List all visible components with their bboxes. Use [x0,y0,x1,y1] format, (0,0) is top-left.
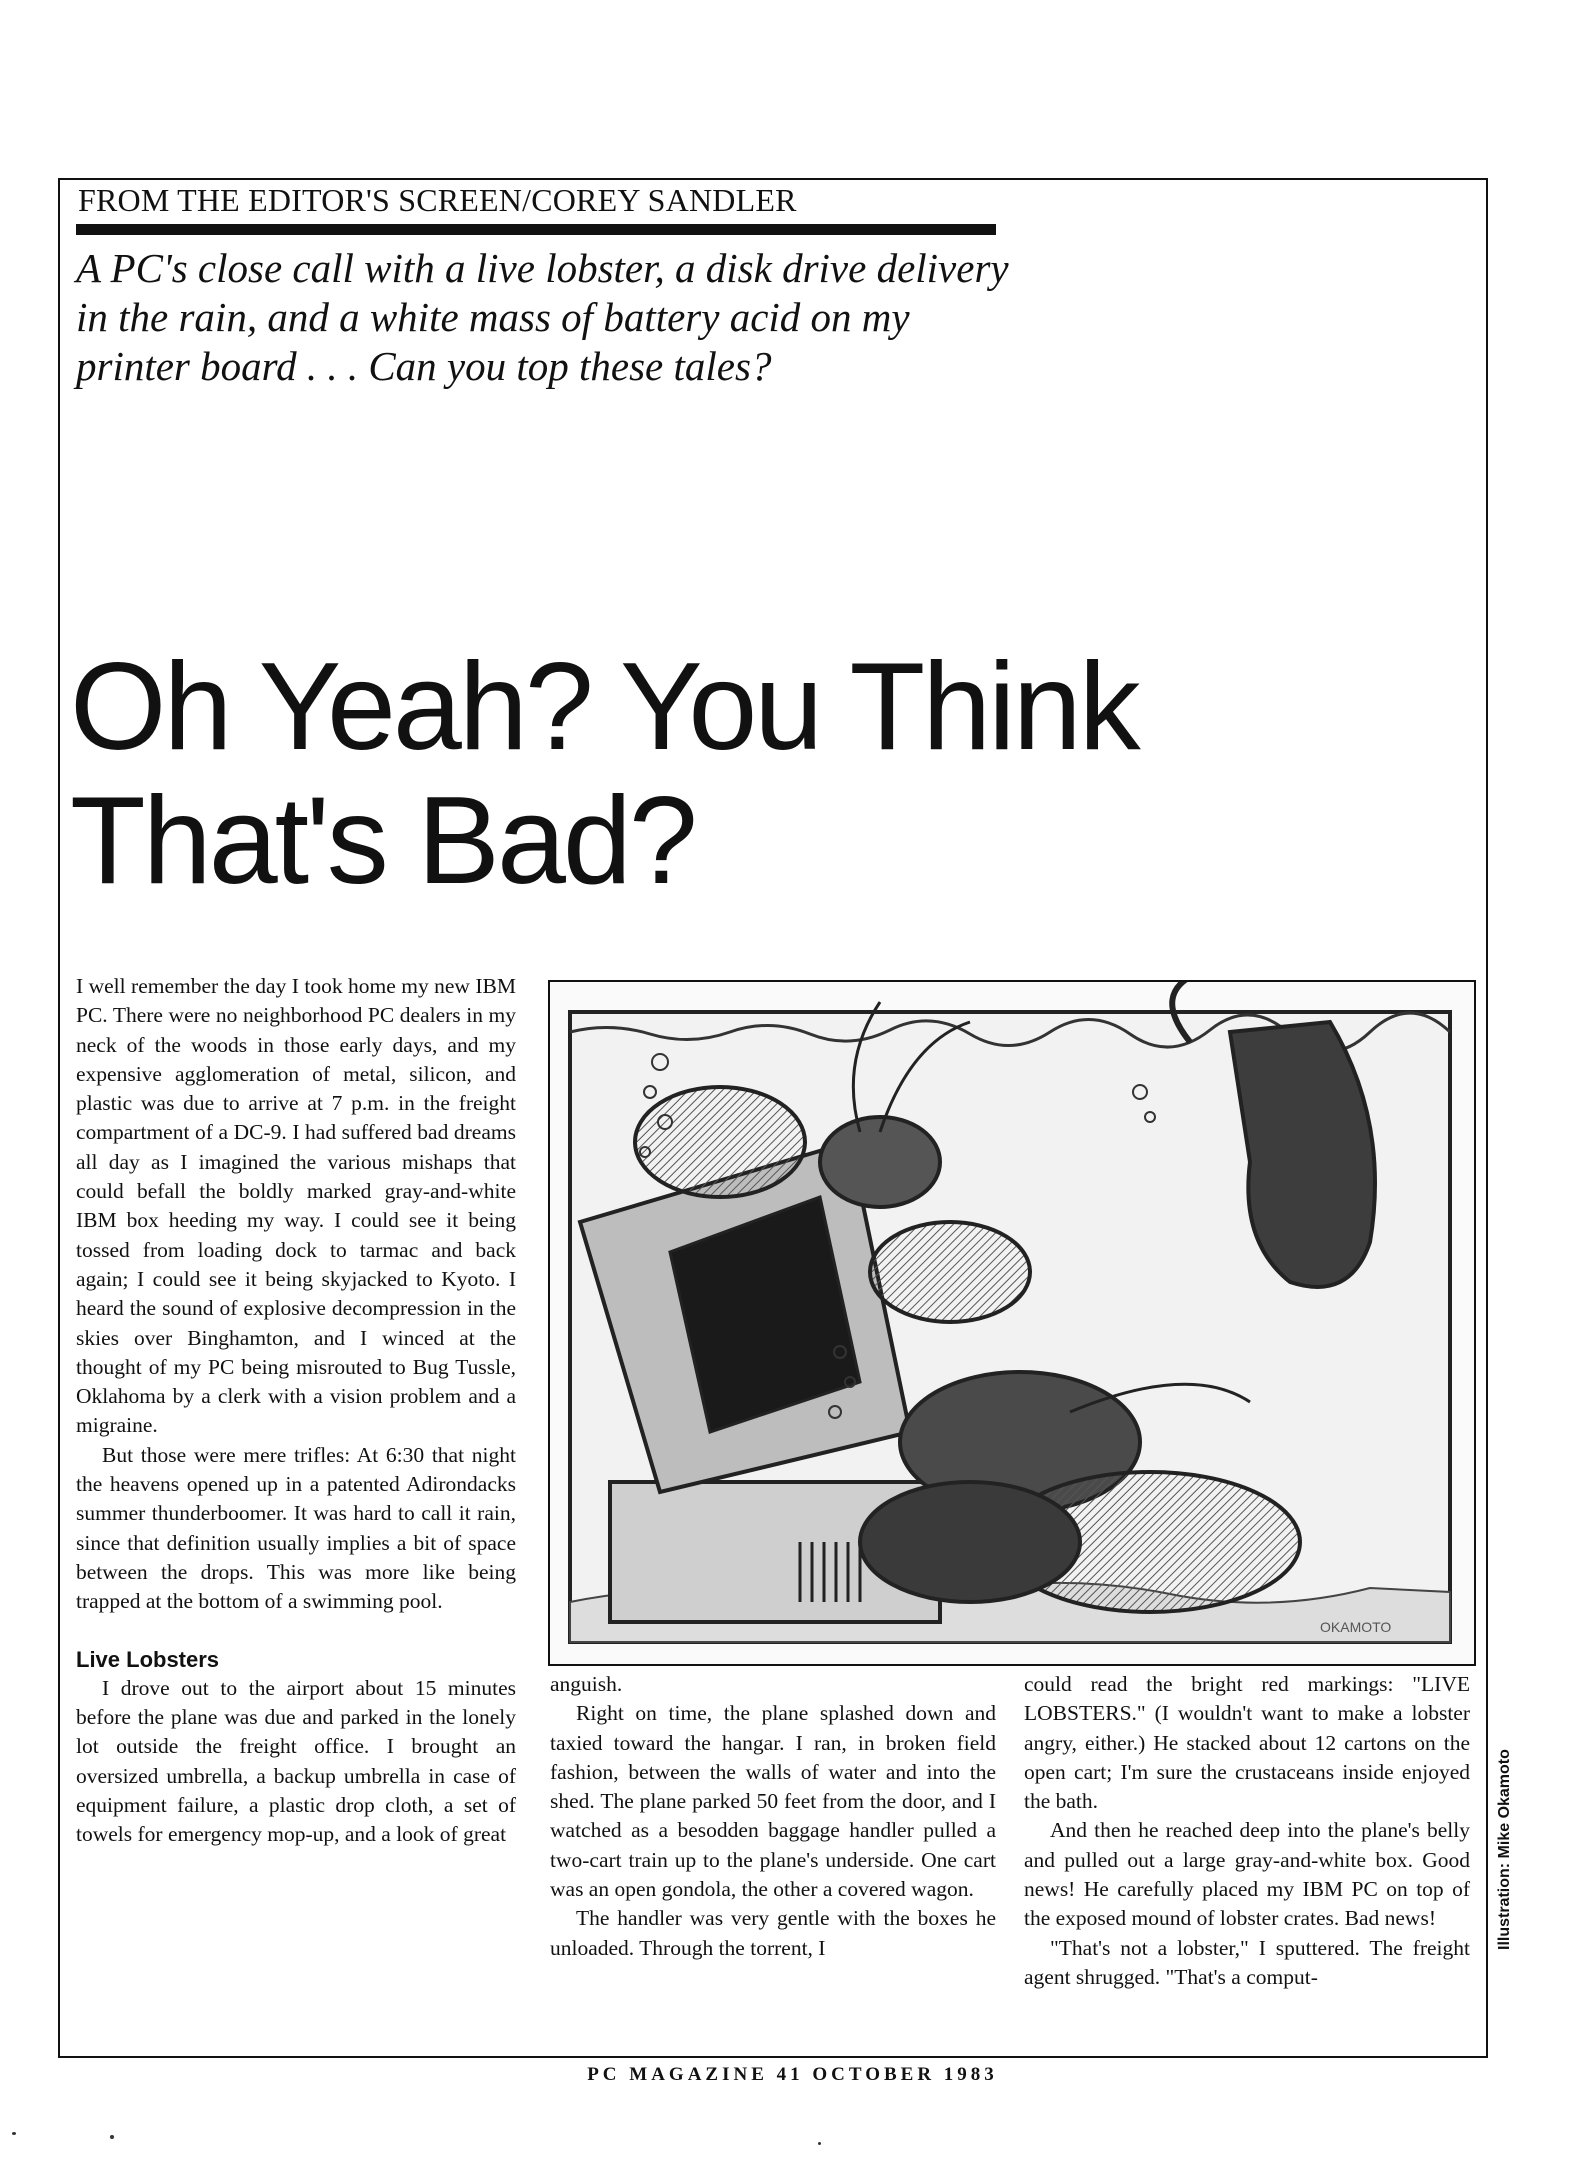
paragraph: "That's not a lobster," I sputtered. The freight agent shrugged. "That's a comput- [1024,1935,1470,1989]
department-label: FROM THE EDITOR'S SCREEN/COREY SANDLER [78,182,797,218]
illustration-signature: OKAMOTO [1320,1619,1392,1635]
section-subhead: Live Lobsters [76,1646,220,1672]
paragraph: anguish. [550,1672,623,1696]
article-column-1 [76,972,516,1850]
scan-speck [818,2142,821,2145]
paragraph: The handler was very gentle with the boxes he unloaded. Through the torrent, I [550,1906,996,1960]
paragraph: I drove out to the airport about 15 minutes before the plane was due and parked in the lonely lot outside the freight office. I brought an oversized umbrella, a backup umbrella in case of equipment failure, a plastic drop cloth, a set of towels for emergency mop-up, and a look of great [76,1675,516,1847]
scan-speck [12,2132,16,2135]
illustration-credit: Illustration: Mike Okamoto [1496,1749,1513,1950]
paragraph: But those were mere trifles: At 6:30 that night the heavens opened up in a patented Adirondacks summer thunderboomer. It was hard to call it rain, since that definition usually implies a bit of space between the drops. This was more like being trapped at the bottom of a swimming pool. [76,1442,516,1614]
paragraph: Right on time, the plane splashed down and taxied toward the hangar. I ran, in broken field fashion, between the walls of water and into the shed. The plane parked 50 feet from the door, and I watched as a besodden baggage handler pulled a two-cart train up to the plane's underside. One cart was an open gondola, the other a covered wagon. [550,1701,996,1902]
headline-line-1: Oh Yeah? You Think [70,638,1138,776]
department-rule [76,224,996,235]
page-footer: PC MAGAZINE 41 OCTOBER 1983 [587,2064,998,2085]
paragraph: could read the bright red markings: "LIVE LOBSTERS." (I wouldn't want to make a lobster angry, either.) He stacked about 12 cartons on the open cart; I'm sure the crustaceans inside enjoyed the bath. [1024,1672,1470,1814]
lobster-tank-drawing [550,982,1474,1664]
lobster-illustration [548,980,1476,1666]
article-headline [70,640,1270,908]
paragraph: I well remember the day I took home my new IBM PC. There were no neighborhood PC dealers in my neck of the woods in those early days, and my expensive agglomeration of metal, silicon, and plastic was due to arrive at 7 p.m. in the freight compartment of a DC-9. I had suffered bad dreams all day as I imagined the various mishaps that could befall the boldly marked gray-and-white IBM box heeding my way. I could see it being tossed from loading dock to tarmac and back again; I could see it being skyjacked to Kyoto. I heard the sound of explosive decompression in the skies over Binghamton, and I winced at the thought of my PC being misrouted to Bug Tussle, Oklahoma by a clerk with a vision problem and a migraine. [76,974,516,1438]
article-column-3 [1024,1670,1470,1992]
scan-speck [110,2135,114,2139]
article-deck: A PC's close call with a live lobster, a disk drive delivery in the rain, and a white mass of battery acid on my printer board . . . Can you top these tales? [76,245,1009,389]
article-column-2 [550,1670,996,1963]
paragraph: And then he reached deep into the plane's belly and pulled out a large gray-and-white box. Good news! He carefully placed my IBM PC on top of the exposed mound of lobster crates. Bad news! [1024,1818,1470,1931]
headline-line-2: That's Bad? [70,772,695,910]
